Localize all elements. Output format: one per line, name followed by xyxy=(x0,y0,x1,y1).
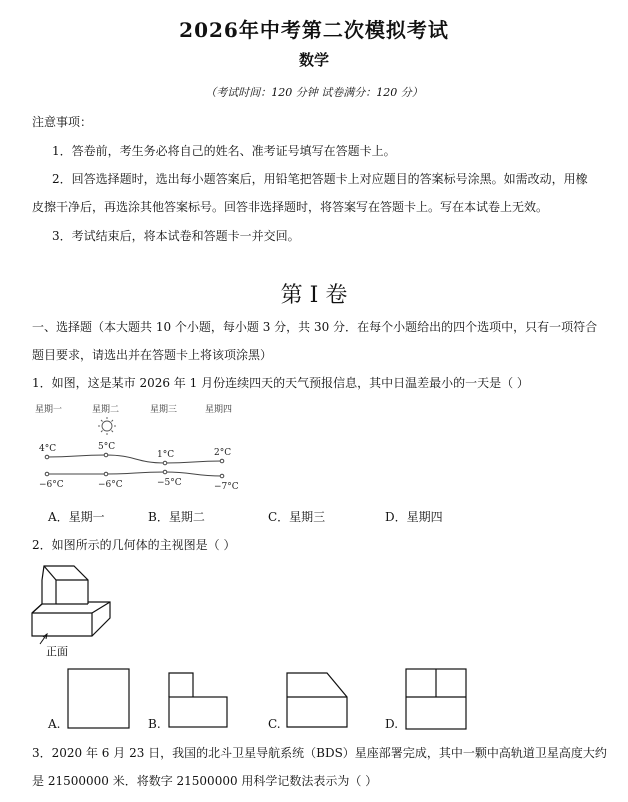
front-label: 正面 xyxy=(46,645,68,658)
q1-option-d[interactable]: D．星期四 xyxy=(385,510,443,524)
notice-item-2-line-1: 2．回答选择题时，选出每小题答案后，用铅笔把答题卡上对应题目的答案标号涂黑。如需改动，用橡 xyxy=(52,172,588,186)
q1-stem: 1．如图，这是某市 2026 年 1 月份连续四天的天气预报信息，其中日温差最小的一天是（ ） xyxy=(32,376,529,390)
low-temp-point xyxy=(45,472,49,476)
q1-option-b[interactable]: B．星期二 xyxy=(148,510,205,524)
day-label-tue: 星期二 xyxy=(92,405,120,415)
volume-title: 第 I 卷 xyxy=(280,283,348,308)
day-label-mon: 星期一 xyxy=(35,405,63,415)
q1-option-c[interactable]: C．星期三 xyxy=(268,510,326,524)
high-temp-point xyxy=(163,461,167,465)
high-temp-point xyxy=(220,459,224,463)
q2-option-a-figure[interactable] xyxy=(66,667,132,731)
high-label-tue: 5°C xyxy=(98,442,116,452)
q2-option-b-figure[interactable] xyxy=(167,671,231,731)
q2-option-a[interactable]: A. xyxy=(48,717,61,731)
notice-item-3: 3．考试结束后，将本试卷和答题卡一并交回。 xyxy=(52,229,300,243)
q2-solid-figure xyxy=(28,558,118,662)
section1-line-2: 题目要求，请选出并在答题卡上将该项涂黑） xyxy=(32,348,273,362)
high-temp-point xyxy=(104,453,108,457)
low-temp-point xyxy=(163,470,167,474)
low-label-mon: −6°C xyxy=(39,480,64,490)
q3-line-1: 3．2020 年 6 月 23 日，我国的北斗卫星导航系统（BDS）星座部署完成，其中一颗中高轨道卫星高度大约 xyxy=(32,746,607,760)
q2-option-d-figure[interactable] xyxy=(404,667,470,731)
low-temp-point xyxy=(220,474,224,478)
low-label-thu: −7°C xyxy=(214,482,239,492)
low-temp-line xyxy=(47,472,222,476)
low-label-tue: −6°C xyxy=(98,480,123,490)
high-label-wed: 1°C xyxy=(157,450,175,460)
q2-option-c-figure[interactable] xyxy=(285,671,351,731)
high-label-mon: 4°C xyxy=(39,444,57,454)
exam-meta: （考试时间：120 分钟 试卷满分：120 分） xyxy=(205,86,423,99)
q2-stem: 2．如图所示的几何体的主视图是（ ） xyxy=(32,538,236,552)
notice-item-1: 1．答卷前，考生务必将自己的姓名、准考证号填写在答题卡上。 xyxy=(52,144,396,158)
q2-option-b[interactable]: B. xyxy=(148,717,161,731)
notice-heading: 注意事项： xyxy=(32,115,93,129)
q2-option-c[interactable]: C. xyxy=(268,717,281,731)
high-label-thu: 2°C xyxy=(214,448,232,458)
day-label-thu: 星期四 xyxy=(205,405,233,415)
low-temp-point xyxy=(104,472,108,476)
day-label-wed: 星期三 xyxy=(150,405,178,415)
exam-title: 2026年中考第二次模拟考试 xyxy=(179,18,449,42)
q1-option-a[interactable]: A．星期一 xyxy=(48,510,105,524)
subject-title: 数学 xyxy=(298,51,329,69)
q3-line-2: 是 21500000 米．将数字 21500000 用科学记数法表示为（ ） xyxy=(32,774,378,788)
q1-weather-figure xyxy=(32,398,242,498)
low-label-wed: −5°C xyxy=(157,478,182,488)
high-temp-point xyxy=(45,455,49,459)
section1-line-1: 一、选择题（本大题共 10 个小题，每小题 3 分，共 30 分．在每个小题给出的四个选项中，只有一项符合 xyxy=(32,320,598,334)
q2-option-d[interactable]: D. xyxy=(385,717,399,731)
notice-item-2-line-2: 皮擦干净后，再选涂其他答案标号。回答非选择题时，将答案写在答题卡上。写在本试卷上无效。 xyxy=(32,200,549,214)
high-temp-line xyxy=(47,455,222,463)
sun-icon xyxy=(98,417,116,435)
